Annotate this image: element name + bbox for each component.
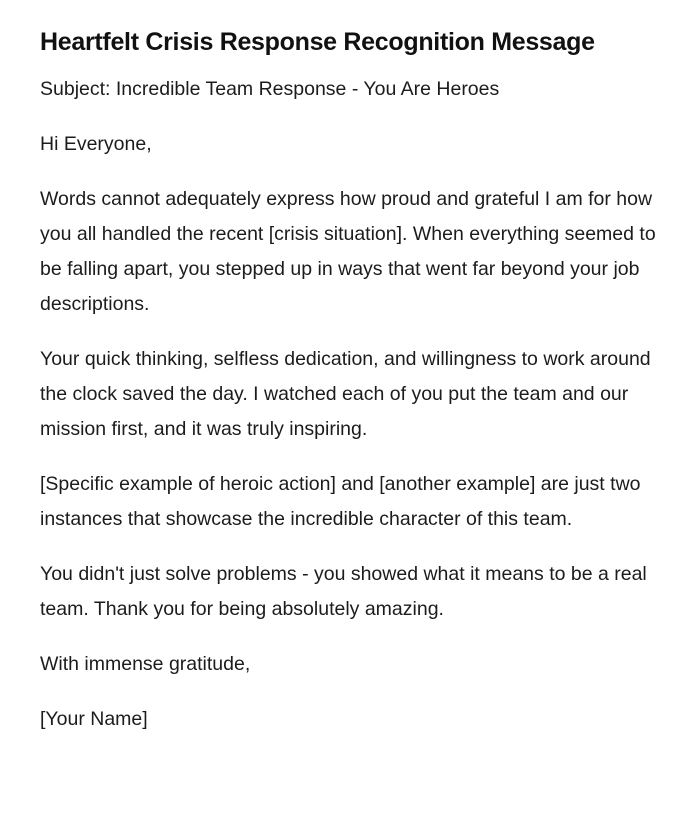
signature: [Your Name] (40, 708, 148, 730)
body-paragraph-1: Words cannot adequately express how proud and grateful I am for how you all handled the recent [crisis situation]. When everything seemed to be falling apart, you stepped up in ways that went far beyond your job descriptions. (40, 188, 656, 315)
email-subject: Subject: Incredible Team Response - You Are Heroes (40, 78, 500, 100)
body-paragraph-2: Your quick thinking, selfless dedication, and willingness to work around the clock saved the day. I watched each of you put the team and our mission first, and it was truly inspiring. (40, 348, 651, 440)
document-title: Heartfelt Crisis Response Recognition Message (40, 28, 595, 56)
body-paragraph-3: [Specific example of heroic action] and [another example] are just two instances that showcase the incredible character of this team. (40, 473, 641, 530)
greeting: Hi Everyone, (40, 133, 152, 155)
body-paragraph-4: You didn't just solve problems - you showed what it means to be a real team. Thank you for being absolutely amazing. (40, 563, 647, 620)
closing-line: With immense gratitude, (40, 653, 251, 675)
